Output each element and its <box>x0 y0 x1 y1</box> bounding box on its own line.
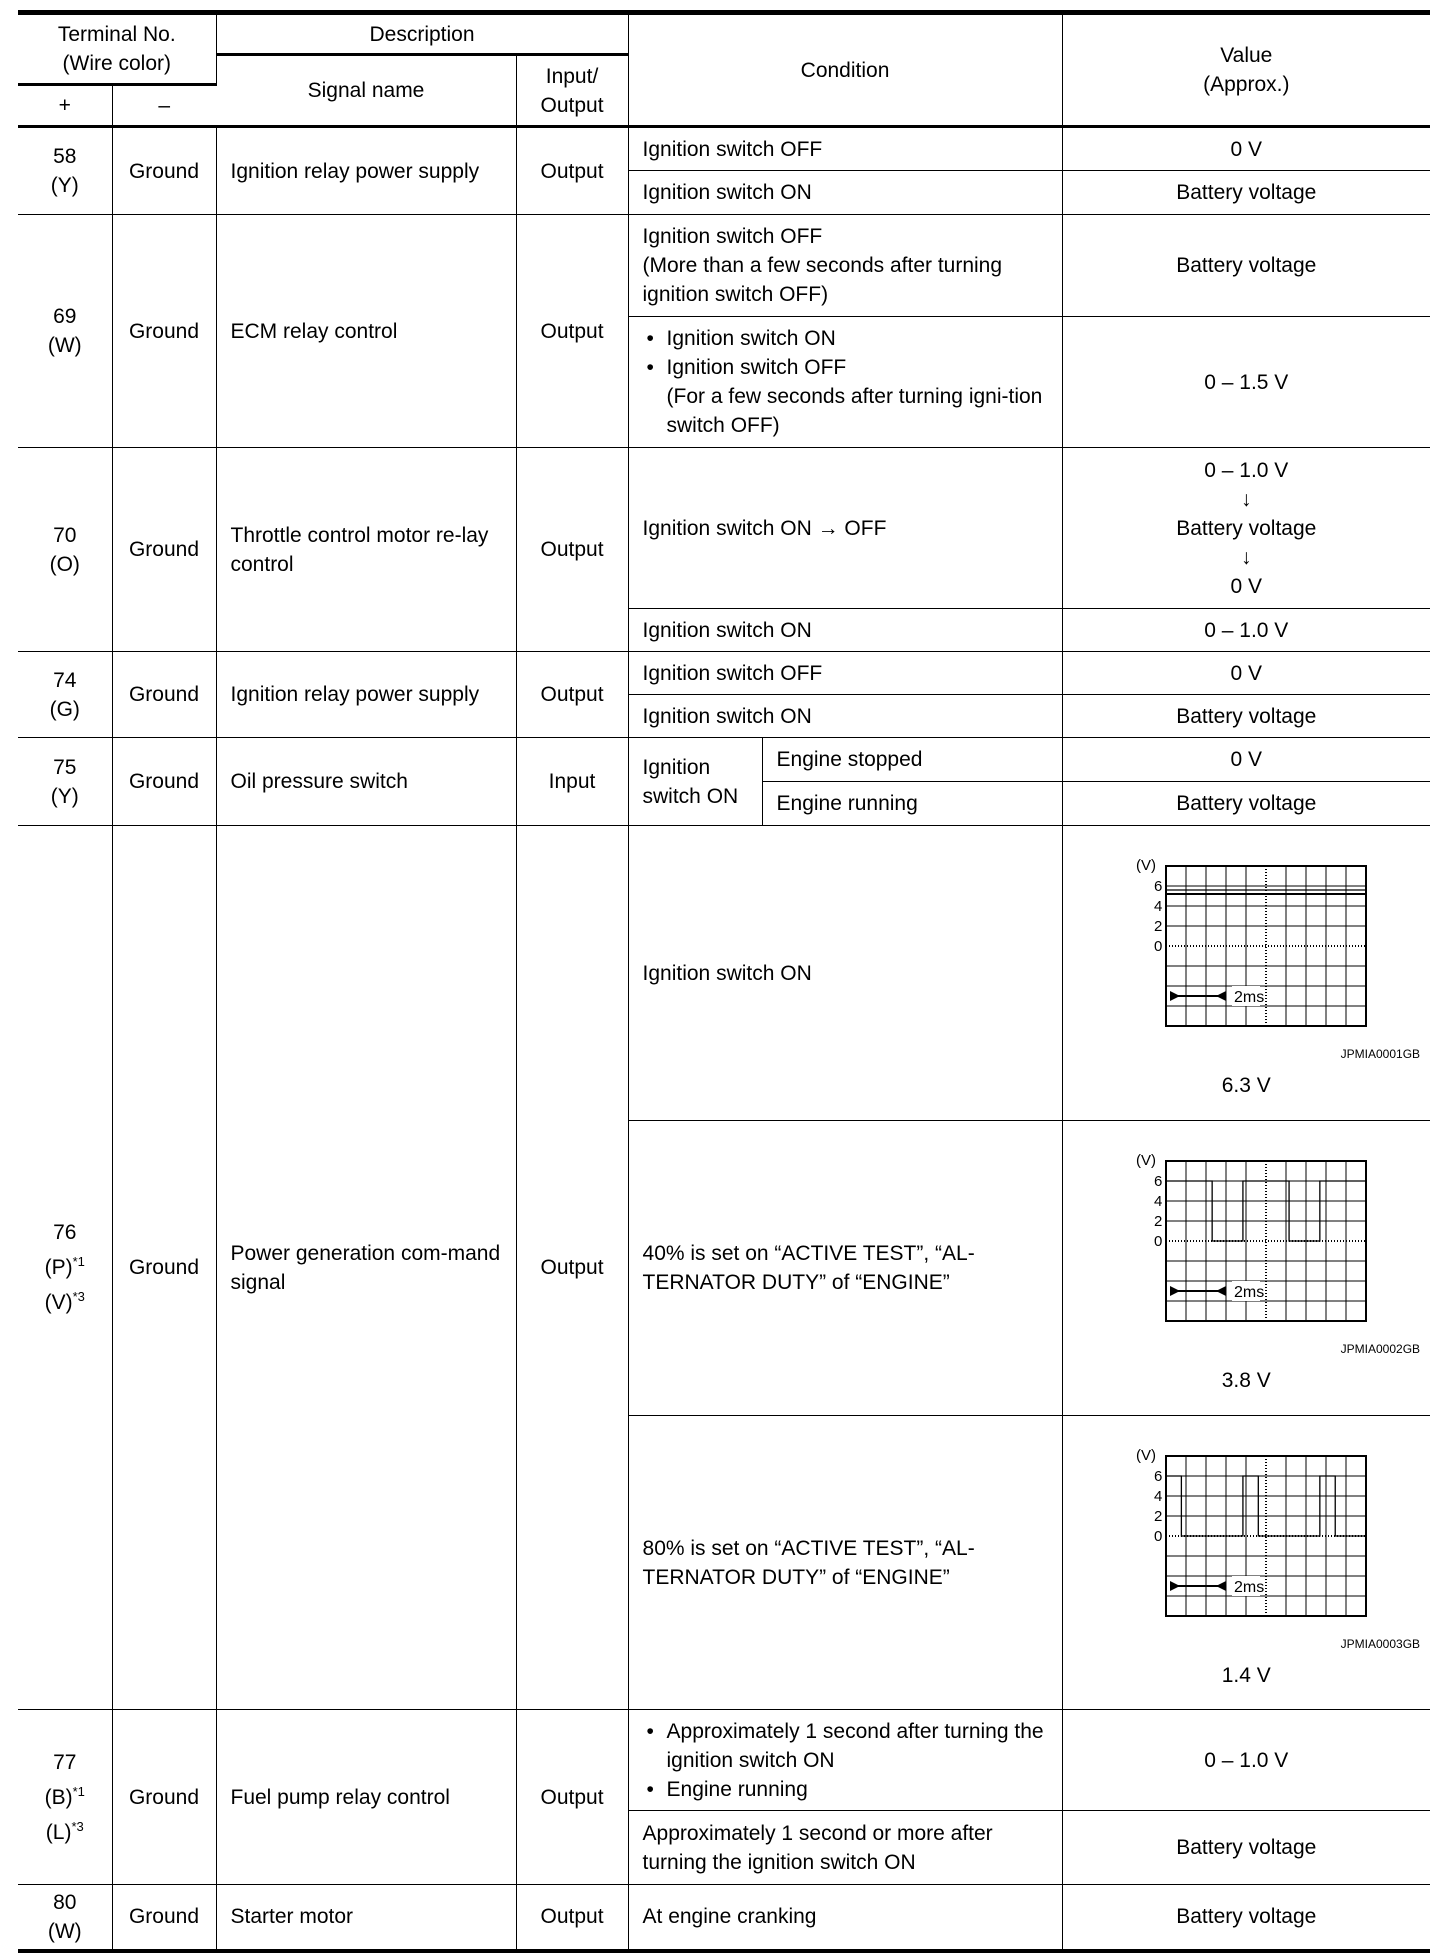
condition: • Approximately 1 second after turning the ignition switch ON • Engine running <box>628 1710 1062 1811</box>
figure-code: JPMIA0003GB <box>1340 1636 1421 1651</box>
signal-name: ECM relay control <box>216 215 516 448</box>
condition: Ignition switch ON → OFF <box>628 448 1062 609</box>
sub-condition: Engine stopped <box>762 738 1062 782</box>
condition: Ignition switch OFF <box>628 652 1062 695</box>
y-tick-label: 2 <box>1154 1213 1163 1230</box>
value: 0 V <box>1062 652 1430 695</box>
condition: Ignition switch ON <box>628 826 1062 1121</box>
signal-name: Oil pressure switch <box>216 738 516 826</box>
value: 0 – 1.0 V ↓ Battery voltage ↓ 0 V <box>1062 448 1430 609</box>
table-row <box>18 215 1430 317</box>
ground: Ground <box>112 1885 216 1951</box>
io: Output <box>516 127 628 215</box>
table-row <box>18 1710 1430 1811</box>
y-tick-label: 2 <box>1154 918 1163 935</box>
y-tick-label: 0 <box>1154 938 1163 955</box>
table-row <box>18 738 1430 782</box>
terminal-no: 80 (W) <box>18 1885 112 1951</box>
value: 0 V <box>1062 127 1430 171</box>
time-scale-label: 2ms <box>1234 1284 1265 1301</box>
value: 6.3 V <box>1221 1074 1271 1097</box>
y-tick-label: 4 <box>1154 1487 1163 1505</box>
figure-code: JPMIA0002GB <box>1340 1342 1421 1356</box>
condition: Ignition switch ON <box>628 171 1062 215</box>
terminal-no: 74 (G) <box>18 652 112 738</box>
y-tick-label: 2 <box>1154 1507 1163 1525</box>
value: 1.4 V <box>1221 1663 1271 1687</box>
y-tick-label: 6 <box>1154 1173 1163 1190</box>
y-tick-label: 6 <box>1154 1467 1163 1485</box>
condition: Ignition switch ON <box>628 738 762 826</box>
terminal-no: 69 (W) <box>18 215 112 448</box>
y-tick-label: 0 <box>1154 1527 1163 1545</box>
table-row <box>18 448 1430 609</box>
terminal-no: 58 (Y) <box>18 127 112 215</box>
condition: At engine cranking <box>628 1885 1062 1951</box>
io: Output <box>516 826 628 1710</box>
table-row <box>18 127 1430 171</box>
waveform-trace <box>1166 1476 1366 1536</box>
time-scale-label: 2ms <box>1234 1578 1265 1596</box>
value: Battery voltage <box>1062 695 1430 738</box>
value: Battery voltage <box>1062 1885 1430 1951</box>
y-tick-label: 6 <box>1154 878 1163 895</box>
table-row <box>18 1885 1430 1951</box>
value-waveform <box>1062 1416 1430 1710</box>
value: 0 V <box>1062 738 1430 782</box>
value: Battery voltage <box>1062 1811 1430 1885</box>
condition: Ignition switch OFF <box>628 127 1062 171</box>
table-row <box>18 826 1430 1121</box>
signal-name: Throttle control motor re-lay control <box>216 448 516 652</box>
io: Output <box>516 448 628 652</box>
y-unit-label: (V) <box>1136 1446 1157 1464</box>
value-waveform <box>1062 1121 1430 1416</box>
condition: • Ignition switch ON • Ignition switch OFF (For a few seconds after turning igni-tion switch OFF) <box>628 317 1062 448</box>
value: Battery voltage <box>1062 782 1430 826</box>
io: Output <box>516 215 628 448</box>
condition: Ignition switch ON <box>628 695 1062 738</box>
condition: 80% is set on “ACTIVE TEST”, “AL-TERNATOR DUTY” of “ENGINE” <box>628 1416 1062 1710</box>
y-unit-label: (V) <box>1136 857 1157 874</box>
io: Input <box>516 738 628 826</box>
value: Battery voltage <box>1062 171 1430 215</box>
y-unit-label: (V) <box>1136 1152 1157 1169</box>
header-minus: – <box>112 85 216 127</box>
ground: Ground <box>112 1710 216 1885</box>
ground: Ground <box>112 127 216 215</box>
io: Output <box>516 652 628 738</box>
io: Output <box>516 1885 628 1951</box>
value: 3.8 V <box>1221 1369 1271 1392</box>
ground: Ground <box>112 652 216 738</box>
signal-name: Starter motor <box>216 1885 516 1951</box>
signal-name: Power generation com-mand signal <box>216 826 516 1710</box>
value: 0 – 1.0 V <box>1062 1710 1430 1811</box>
ground: Ground <box>112 215 216 448</box>
terminal-table <box>18 10 1430 1953</box>
y-tick-label: 4 <box>1154 898 1163 915</box>
terminal-no: 77 $(B)^{*1}$ $(L)^{*3}$ <box>18 1710 112 1885</box>
value: 0 – 1.0 V <box>1062 609 1430 652</box>
header-plus: + <box>18 85 112 127</box>
header-description: Description <box>216 13 628 55</box>
condition: 40% is set on “ACTIVE TEST”, “AL-TERNATOR DUTY” of “ENGINE” <box>628 1121 1062 1416</box>
terminal-no: 75 (Y) <box>18 738 112 826</box>
signal-name: Ignition relay power supply <box>216 652 516 738</box>
table-row <box>18 652 1430 695</box>
ground: Ground <box>112 826 216 1710</box>
ground: Ground <box>112 448 216 652</box>
time-scale-label: 2ms <box>1234 989 1265 1006</box>
header-io: Input/ Output <box>516 55 628 127</box>
header-value: Value (Approx.) <box>1062 13 1430 127</box>
oscilloscope-chart <box>1081 1141 1411 1341</box>
condition: Approximately 1 second or more after turning the ignition switch ON <box>628 1811 1062 1885</box>
signal-name: Ignition relay power supply <box>216 127 516 215</box>
signal-name: Fuel pump relay control <box>216 1710 516 1885</box>
condition: Ignition switch OFF (More than a few seconds after turning ignition switch OFF) <box>628 215 1062 317</box>
ground: Ground <box>112 738 216 826</box>
oscilloscope-chart <box>1081 846 1411 1046</box>
figure-code: JPMIA0001GB <box>1340 1047 1421 1061</box>
terminal-no: 70 (O) <box>18 448 112 652</box>
y-tick-label: 0 <box>1154 1233 1163 1250</box>
y-tick-label: 4 <box>1154 1193 1163 1210</box>
header-signal-name: Signal name <box>216 55 516 127</box>
value: Battery voltage <box>1062 215 1430 317</box>
value: 0 – 1.5 V <box>1062 317 1430 448</box>
io: Output <box>516 1710 628 1885</box>
terminal-no: 76 $(P)^{*1}$ $(V)^{*3}$ <box>18 826 112 1710</box>
value-waveform <box>1062 826 1430 1121</box>
condition: Ignition switch ON <box>628 609 1062 652</box>
oscilloscope-chart <box>1081 1436 1411 1636</box>
sub-condition: Engine running <box>762 782 1062 826</box>
header-terminal: Terminal No. (Wire color) <box>18 13 216 85</box>
waveform-trace <box>1166 1181 1366 1241</box>
header-condition: Condition <box>628 13 1062 127</box>
